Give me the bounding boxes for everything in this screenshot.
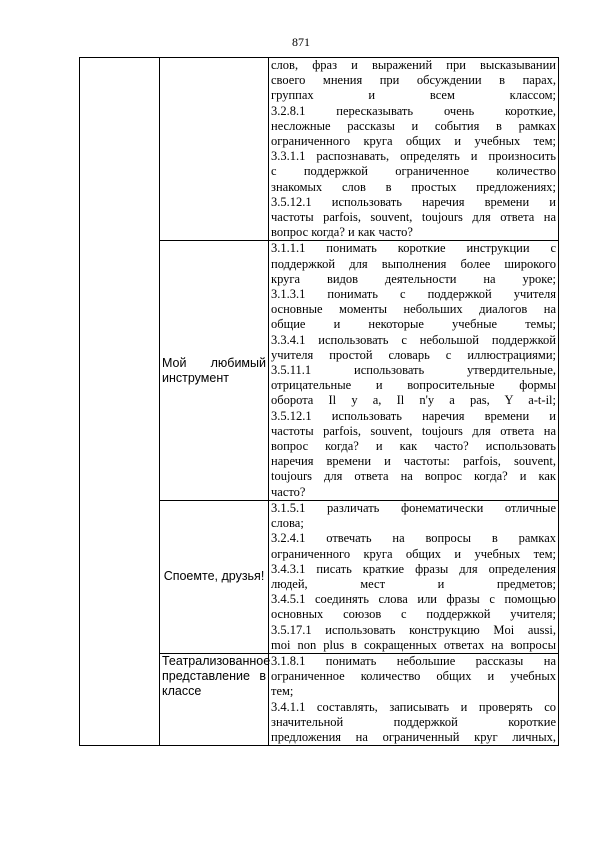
- content-line: 3.4.1.1 составлять, записывать и проверять со: [271, 699, 556, 714]
- content-line: наречия времени и частоты: parfois, souvent,: [271, 454, 556, 469]
- content-line: круга видов деятельности на уроке;: [271, 271, 556, 286]
- theme-line: Споемте, друзья!: [163, 569, 265, 584]
- content-line: 3.5.12.1 использовать наречия времени и: [271, 194, 556, 209]
- content-line: оборота Il y a, Il n'y a pas, Y a-t-il;: [271, 393, 556, 408]
- content-line: 3.2.4.1 отвечать на вопросы в рамках: [271, 531, 556, 546]
- content-line: 3.3.1.1 распознавать, определять и произносить: [271, 149, 556, 164]
- content-line: с поддержкой ограниченное количество: [271, 164, 556, 179]
- table-body: [80, 58, 559, 746]
- content-line: тем;: [271, 684, 294, 699]
- theme-line: классе: [162, 683, 202, 698]
- theme-line: представление в: [162, 668, 266, 683]
- content-line: ограниченного круга общих и учебных тем;: [271, 546, 556, 561]
- content-line: основных союзов с поддержкой учителя;: [271, 607, 556, 622]
- content-line: основные моменты небольших диалогов на: [271, 302, 556, 317]
- theme-cell: [160, 500, 269, 653]
- content-line: вопрос когда? и как часто? использовать: [271, 439, 556, 454]
- theme-cell: [160, 241, 269, 500]
- content-line: частоты parfois, souvent, toujours для ответа на: [271, 210, 556, 225]
- content-line: группах и всем классом;: [271, 88, 556, 103]
- content-line: moi non plus в сокращенных ответах на вопросы: [271, 637, 556, 652]
- page-number: 871: [292, 35, 310, 49]
- theme-cell: [160, 58, 269, 241]
- content-line: слова;: [271, 516, 304, 531]
- content-line: toujours для ответа на вопрос когда? и как: [271, 469, 556, 484]
- content-line: 3.5.11.1 использовать утвердительные,: [271, 363, 556, 378]
- content-cell: [269, 58, 559, 241]
- table-row: [80, 58, 559, 241]
- content-line: 3.1.8.1 понимать небольшие рассказы на: [271, 653, 556, 668]
- content-line: предложения на ограниченный круг личных,: [271, 729, 556, 744]
- content-cell: [269, 241, 559, 500]
- content-line: учителя простой словарь с иллюстрациями;: [271, 347, 556, 362]
- content-line: слов, фраз и выражений при высказывании: [271, 58, 556, 72]
- theme-cell: [160, 653, 269, 745]
- theme-line: инструмент: [162, 370, 229, 385]
- content-line: 3.1.1.1 понимать короткие инструкции с: [271, 241, 556, 256]
- content-line: знакомых слов в простых предложениях;: [271, 179, 556, 194]
- content-line: 3.4.3.1 писать краткие фразы для определения: [271, 561, 556, 576]
- content-line: своего мнения при обсуждении в парах,: [271, 73, 556, 88]
- content-line: поддержкой для выполнения более широкого: [271, 256, 556, 271]
- content-line: людей, мест и предметов;: [271, 576, 556, 591]
- content-line: 3.4.5.1 соединять слова или фразы с помощью: [271, 592, 556, 607]
- curriculum-table: [79, 57, 559, 746]
- content-line: вопрос когда? и как часто?: [271, 225, 413, 240]
- content-line: 3.5.17.1 использовать конструкцию Moi aussi,: [271, 622, 556, 637]
- content-line: значительной поддержкой короткие: [271, 714, 556, 729]
- theme-line: Театрализованное: [162, 653, 271, 668]
- content-line: 3.2.8.1 пересказывать очень короткие,: [271, 103, 556, 118]
- content-line: частоты parfois, souvent, toujours для ответа на: [271, 423, 556, 438]
- content-cell: [269, 500, 559, 653]
- section-cell: [80, 58, 160, 746]
- content-cell: [269, 653, 559, 745]
- content-line: 3.5.12.1 использовать наречия времени и: [271, 408, 556, 423]
- theme-line: Мой любимый: [162, 355, 266, 370]
- content-line: отрицательные и вопросительные формы: [271, 378, 556, 393]
- content-line: 3.3.4.1 использовать с небольшой поддержкой: [271, 332, 556, 347]
- content-line: несложные рассказы и события в рамках: [271, 118, 556, 133]
- content-line: ограниченного круга общих и учебных тем;: [271, 134, 556, 149]
- content-line: 3.1.5.1 различать фонематически отличные: [271, 500, 556, 515]
- content-line: часто?: [271, 484, 306, 499]
- content-line: общие и некоторые учебные темы;: [271, 317, 556, 332]
- content-line: 3.1.3.1 понимать с поддержкой учителя: [271, 287, 556, 302]
- content-line: ограниченное количество общих и учебных: [271, 669, 556, 684]
